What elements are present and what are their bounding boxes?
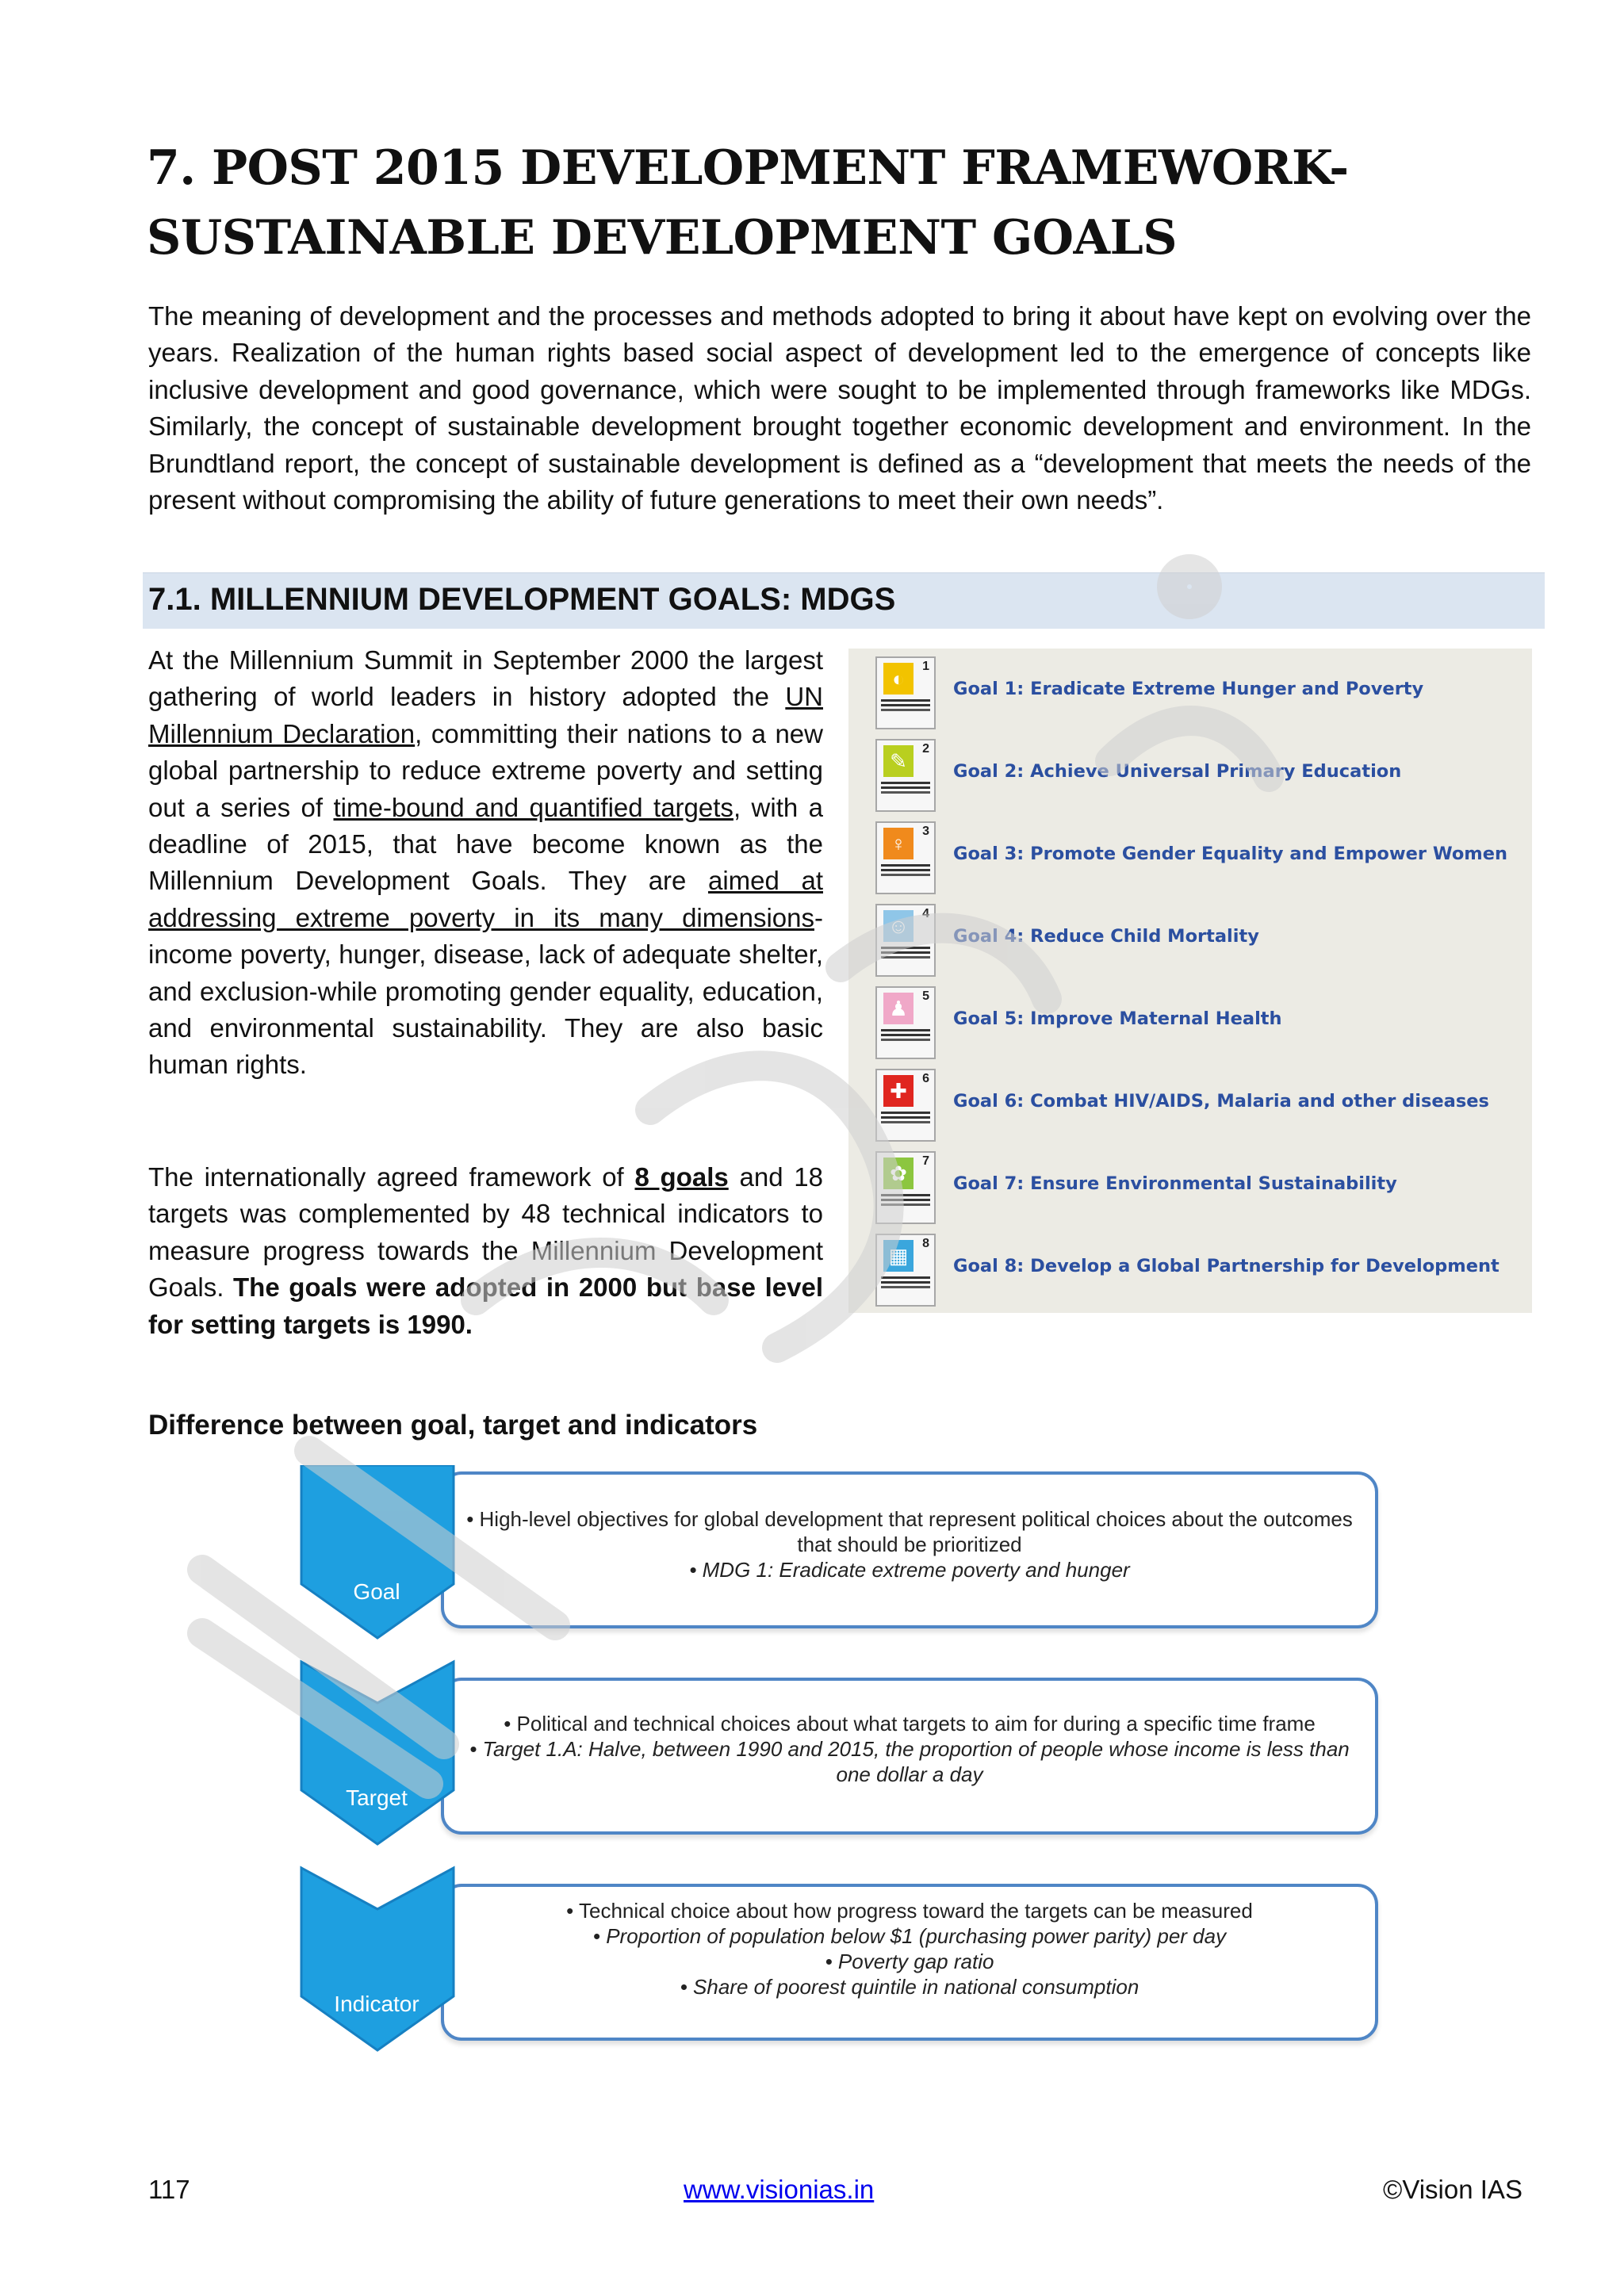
goal-label: Goal 5: Improve Maternal Health bbox=[953, 1008, 1282, 1029]
goal-label: Goal 7: Ensure Environmental Sustainability bbox=[953, 1173, 1397, 1194]
target-description-box bbox=[441, 1678, 1378, 1835]
diagram-heading: Difference between goal, target and indicators bbox=[148, 1410, 758, 1441]
bowl-icon: ◐ bbox=[892, 667, 905, 691]
text-run: , with a deadline of 2015, that have become known as the Millennium Development Goals. They are bbox=[148, 792, 823, 896]
mdg-summary-paragraph bbox=[148, 642, 823, 1084]
indicator-chevron bbox=[301, 1868, 454, 2050]
goal-description bbox=[457, 1506, 1362, 1582]
text-run: -income poverty, hunger, disease, lack of adequate shelter, and exclusion-while promoting gender equality, education, and environmental sustainability. They are also basic human rights. bbox=[148, 902, 823, 1080]
goal-row bbox=[864, 821, 1522, 897]
goal-6-badge bbox=[875, 1069, 936, 1142]
bold-phrase: The goals were adopted in 2000 but base level for setting targets is 1990. bbox=[148, 1272, 824, 1339]
goal-row bbox=[864, 739, 1522, 815]
underlined-phrase: UN Millennium Declaration bbox=[148, 682, 823, 748]
goal-row bbox=[864, 904, 1522, 980]
intro-paragraph: The meaning of development and the processes and methods adopted to bring it about have kept on evolving over the years. Realization of the human rights based social aspect of development led to the emergence of concepts like inclusive development and good governance, which were sought to be implemented through frameworks like MDGs. Similarly, the concept of sustainable development brought together economic development and environment. In the Brundtland report, the concept of sustainable development is defined as a “development that meets the needs of the present without compromising the ability of future generations to meet their own needs”. bbox=[148, 301, 1531, 515]
goal-number: 6 bbox=[922, 1072, 929, 1085]
goal-number: 1 bbox=[922, 660, 929, 673]
badge-caption-lines bbox=[881, 782, 930, 784]
child-icon: ☺ bbox=[887, 914, 910, 938]
goal-number: 3 bbox=[922, 825, 929, 838]
female-symbol-icon: ♀ bbox=[891, 832, 906, 855]
goal-3-badge bbox=[875, 821, 936, 894]
mdg-goals-figure bbox=[848, 649, 1532, 1313]
badge-caption-lines bbox=[881, 947, 930, 949]
mother-icon: ♟ bbox=[889, 997, 908, 1020]
goal-label: Goal 3: Promote Gender Equality and Empower Women bbox=[953, 844, 1508, 864]
text-run: and 18 targets was complemented by 48 technical indicators to measure progress towards the Millennium Development Goals. bbox=[148, 1162, 823, 1303]
bullet-text: • Political and technical choices about what targets to aim for during a specific time frame bbox=[504, 1712, 1316, 1735]
goal-row bbox=[864, 1234, 1522, 1310]
text-run: The internationally agreed framework of bbox=[148, 1162, 635, 1192]
goal-number: 2 bbox=[922, 742, 929, 756]
goal-7-badge bbox=[875, 1151, 936, 1224]
goal-4-badge bbox=[875, 904, 936, 977]
bullet-text: • High-level objectives for global development that represent political choices about the outcomes that should be prioritized bbox=[466, 1507, 1353, 1556]
people-row-icon: ▦ bbox=[888, 1244, 909, 1268]
goal-row bbox=[864, 656, 1522, 733]
bullet-text: • Technical choice about how progress toward the targets can be measured bbox=[566, 1899, 1253, 1923]
underlined-phrase: aimed at addressing extreme poverty in its many dimensions bbox=[148, 866, 823, 932]
bold-underlined-phrase: 8 goals bbox=[634, 1162, 729, 1192]
indicator-description-box bbox=[441, 1884, 1378, 2041]
target-description bbox=[457, 1711, 1362, 1787]
section-title: 7.1. MILLENNIUM DEVELOPMENT GOALS: MDGS bbox=[148, 582, 896, 617]
target-chevron bbox=[301, 1662, 454, 1844]
goal-row bbox=[864, 986, 1522, 1062]
pencil-icon: ✎ bbox=[890, 749, 907, 773]
goal-number: 7 bbox=[922, 1154, 929, 1168]
badge-caption-lines bbox=[881, 1112, 930, 1114]
bullet-text: • Target 1.A: Halve, between 1990 and 2015, the proportion of people whose income is less than one dollar a day bbox=[469, 1737, 1350, 1786]
goal-label: Goal 4: Reduce Child Mortality bbox=[953, 926, 1259, 947]
badge-caption-lines bbox=[881, 864, 930, 867]
bullet-text: • MDG 1: Eradicate extreme poverty and hunger bbox=[689, 1558, 1130, 1582]
copyright: ©Vision IAS bbox=[1383, 2175, 1522, 2204]
chapter-heading bbox=[147, 133, 1542, 273]
badge-caption-lines bbox=[881, 1194, 930, 1196]
goal-description-box bbox=[441, 1471, 1378, 1628]
goal-chevron-label: Goal bbox=[353, 1579, 400, 1604]
chapter-heading-line-2: SUSTAINABLE DEVELOPMENT GOALS bbox=[147, 210, 1178, 266]
text-run: , committing their nations to a new global partnership to reduce extreme poverty and setting out a series of bbox=[148, 718, 823, 822]
plant-icon: ✿ bbox=[890, 1161, 907, 1185]
website-link[interactable]: www.visionias.in bbox=[684, 2175, 875, 2204]
text-run: At the Millennium Summit in September 2000 the largest gathering of world leaders in history adopted the bbox=[148, 645, 823, 712]
goal-number: 8 bbox=[922, 1237, 929, 1250]
goal-row bbox=[864, 1151, 1522, 1227]
goal-5-badge bbox=[875, 986, 936, 1059]
goal-8-badge bbox=[875, 1234, 936, 1307]
bullet-text: • Poverty gap ratio bbox=[825, 1950, 994, 1973]
badge-caption-lines bbox=[881, 1029, 930, 1031]
goal-1-badge bbox=[875, 656, 936, 729]
goal-number: 5 bbox=[922, 989, 929, 1003]
goal-label: Goal 8: Develop a Global Partnership for Development bbox=[953, 1256, 1500, 1276]
goal-row bbox=[864, 1069, 1522, 1145]
goal-chevron bbox=[301, 1465, 454, 1638]
chapter-heading-line-1: 7. POST 2015 DEVELOPMENT FRAMEWORK- bbox=[147, 140, 1349, 196]
bullet-text: • Share of poorest quintile in national consumption bbox=[680, 1975, 1139, 1999]
goal-target-indicator-diagram bbox=[285, 1465, 1396, 2131]
goal-label: Goal 1: Eradicate Extreme Hunger and Poverty bbox=[953, 679, 1424, 699]
medical-kit-icon: ✚ bbox=[890, 1079, 907, 1103]
page-number: 117 bbox=[148, 2175, 190, 2204]
goal-label: Goal 2: Achieve Universal Primary Education bbox=[953, 761, 1402, 782]
badge-caption-lines bbox=[881, 699, 930, 702]
target-chevron-label: Target bbox=[346, 1785, 408, 1810]
bullet-text: • Proportion of population below $1 (purchasing power parity) per day bbox=[592, 1924, 1227, 1948]
goal-label: Goal 6: Combat HIV/AIDS, Malaria and other diseases bbox=[953, 1091, 1489, 1112]
indicator-chevron-label: Indicator bbox=[334, 1992, 419, 2016]
goal-number: 4 bbox=[922, 907, 929, 920]
badge-caption-lines bbox=[881, 1276, 930, 1279]
underlined-phrase: time-bound and quantified targets bbox=[333, 792, 733, 822]
goal-2-badge bbox=[875, 739, 936, 812]
indicator-description bbox=[457, 1898, 1362, 1999]
framework-paragraph bbox=[148, 1159, 823, 1343]
